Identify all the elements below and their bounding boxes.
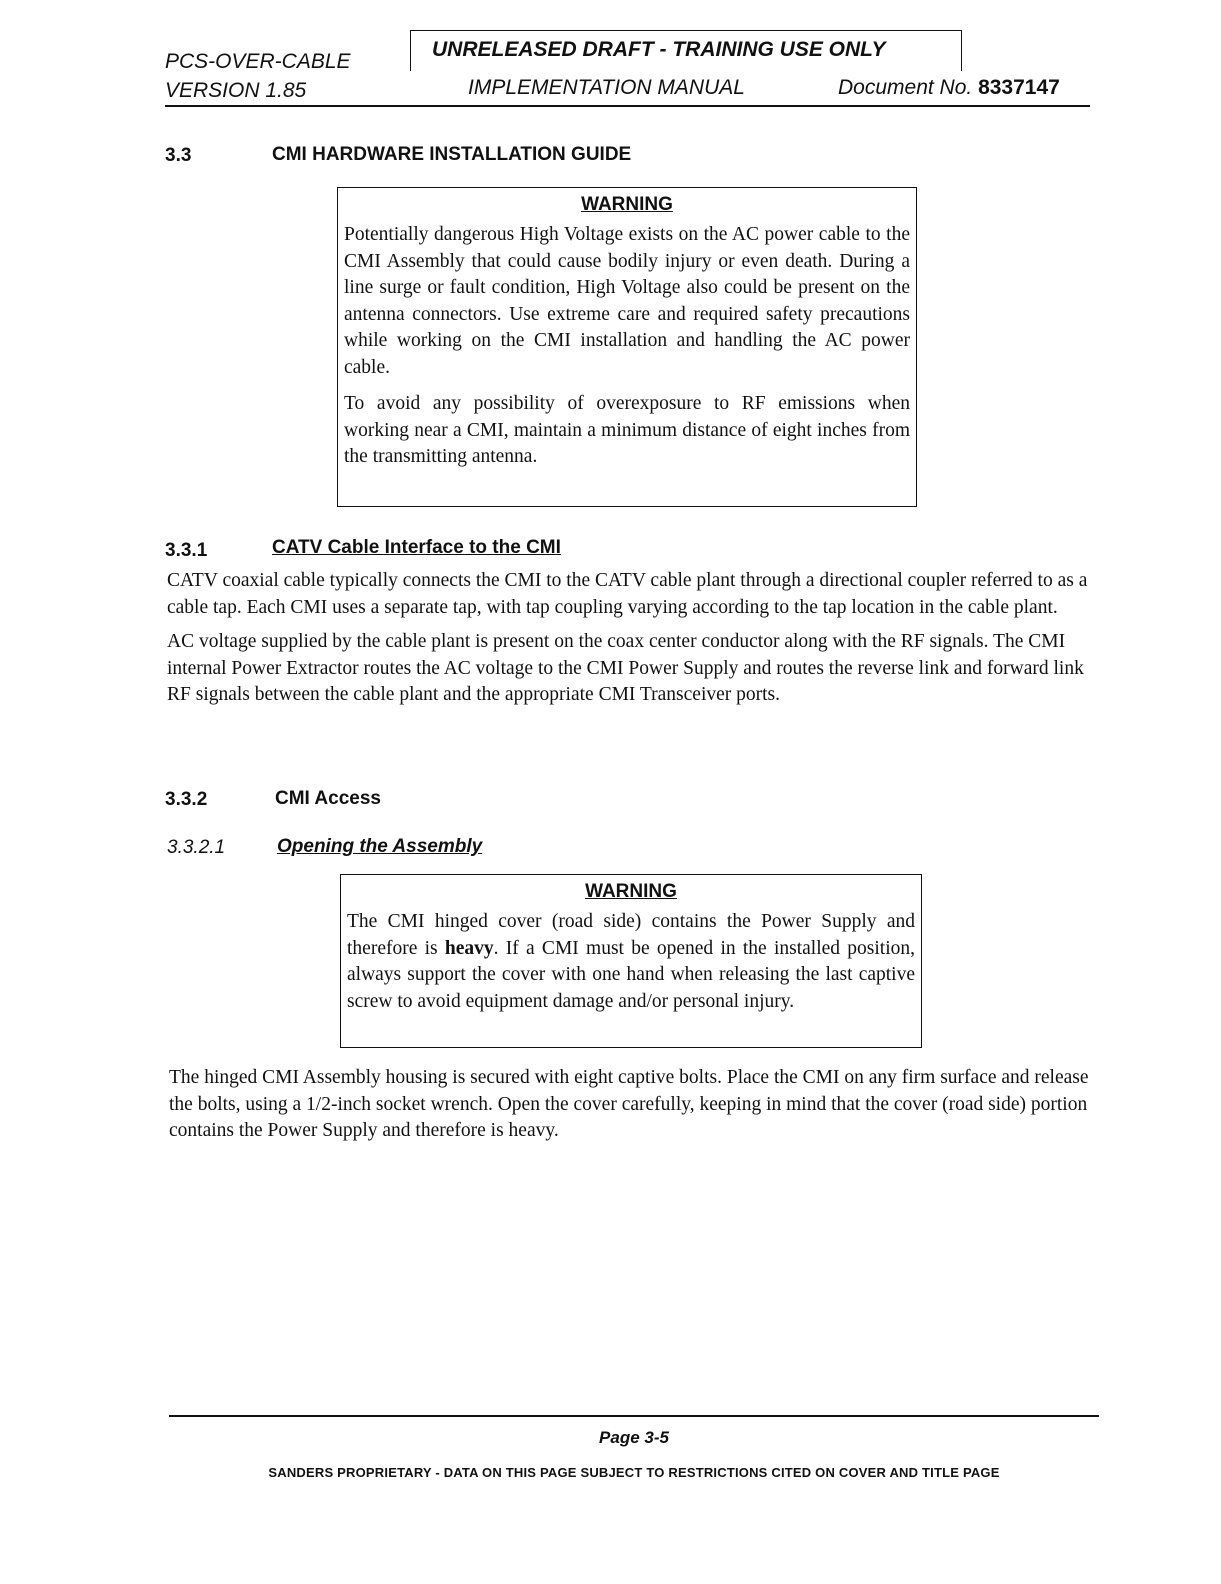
section-body bbox=[169, 1065, 1094, 1145]
section-number: 3.3.2 bbox=[165, 789, 208, 810]
warning-paragraph bbox=[347, 909, 915, 1015]
document-number bbox=[838, 76, 1060, 100]
product-name: PCS-OVER-CABLE bbox=[165, 50, 351, 73]
warning-box bbox=[337, 187, 917, 507]
draft-notice: UNRELEASED DRAFT - TRAINING USE ONLY bbox=[432, 38, 886, 61]
page-number: Page 3-5 bbox=[599, 1428, 669, 1447]
version-label: VERSION 1.85 bbox=[165, 79, 307, 102]
warning-title: WARNING bbox=[581, 194, 673, 215]
proprietary-notice: SANDERS PROPRIETARY - DATA ON THIS PAGE SUBJECT TO RESTRICTIONS CITED ON COVER AND TITLE PAGE bbox=[268, 1465, 1000, 1480]
document-label: Document No. bbox=[838, 76, 973, 99]
warning-text: The CMI hinged cover (road side) contains the Power Supply and therefore is bbox=[347, 911, 915, 959]
warning-paragraph: Potentially dangerous High Voltage exists on the AC power cable to the CMI Assembly that could cause bodily injury or even death. During a line surge or fault condition, High Voltage also could be present on the antenna connectors. Use extreme care and required safety precautions while working on the CMI installation and handling the AC power cable. bbox=[344, 224, 910, 378]
warning-text: . If a CMI must be opened in the installed position, always support the cover with one hand when releasing the last captive screw to avoid equipment damage and/or personal injury. bbox=[347, 937, 915, 1012]
section-number: 3.3.2.1 bbox=[167, 837, 226, 858]
body-paragraph: AC voltage supplied by the cable plant is present on the coax center conductor along with the RF signals. The CMI internal Power Extractor routes the AC voltage to the CMI Power Supply and routes the reverse link and forward link RF signals between the cable plant and the appropriate CMI Transceiver ports. bbox=[167, 631, 1084, 705]
section-title: CMI Access bbox=[275, 788, 381, 809]
section-title: CATV Cable Interface to the CMI bbox=[272, 537, 561, 558]
warning-emphasis: heavy bbox=[444, 937, 494, 959]
body-paragraph: CATV coaxial cable typically connects the CMI to the CATV cable plant through a directional coupler referred to as a cable tap. Each CMI uses a separate tap, with tap coupling varying according to the tap location in the cable plant. bbox=[167, 570, 1088, 618]
warning-title: WARNING bbox=[585, 881, 677, 902]
section-number: 3.3 bbox=[165, 145, 192, 166]
warning-paragraph: To avoid any possibility of overexposure to RF emissions when working near a CMI, maintain a minimum distance of eight inches from the transmitting antenna. bbox=[344, 393, 910, 467]
section-title: Opening the Assembly bbox=[277, 836, 483, 857]
footer-rule bbox=[169, 1415, 1099, 1417]
body-paragraph: The hinged CMI Assembly housing is secured with eight captive bolts. Place the CMI on any firm surface and release the bolts, using a 1/2-inch socket wrench. Open the cover carefully, keeping in mind that the cover (road side) portion contains the Power Supply and therefore is heavy. bbox=[169, 1067, 1089, 1141]
section-title: CMI HARDWARE INSTALLATION GUIDE bbox=[272, 144, 632, 165]
section-body bbox=[167, 568, 1092, 709]
warning-box bbox=[340, 874, 922, 1048]
header-rule bbox=[165, 105, 1090, 107]
section-number: 3.3.1 bbox=[165, 540, 208, 561]
document-number-value: 8337147 bbox=[978, 76, 1060, 99]
manual-title: IMPLEMENTATION MANUAL bbox=[468, 76, 745, 99]
